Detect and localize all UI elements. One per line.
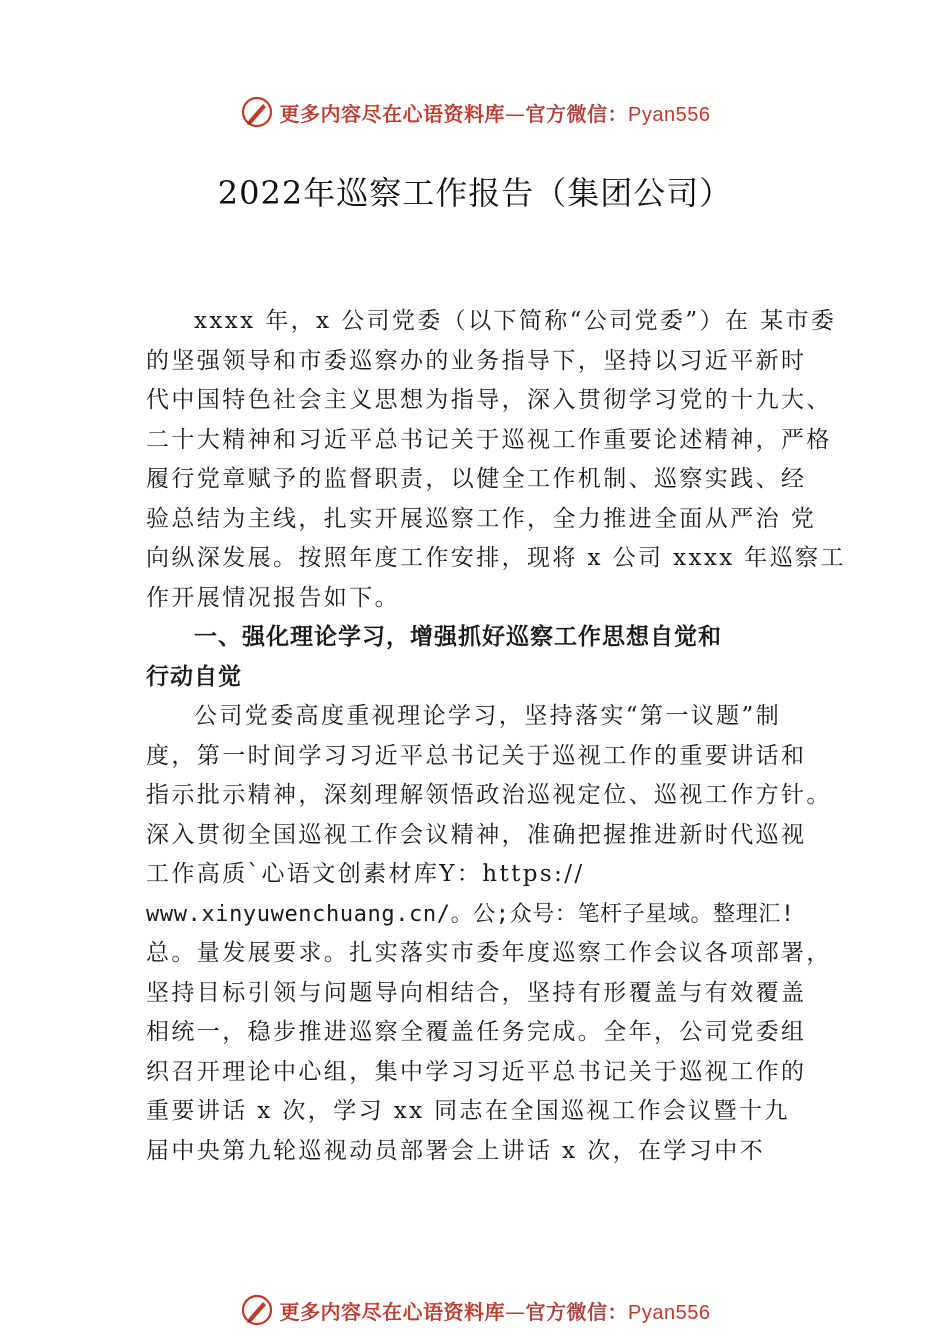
body-line: 深入贯彻全国巡视工作会议精神，准确把握推进新时代巡视 bbox=[146, 821, 807, 848]
body-line: 工作高质`心语文创素材库Y：https:// bbox=[146, 861, 585, 887]
body-line-url: www.xinyuwenchuang.cn/。公;众号：笔杆子星域。整理汇! bbox=[146, 901, 795, 927]
banner-dash: — bbox=[505, 101, 526, 126]
header-banner bbox=[0, 92, 950, 132]
body-line: 向纵深发展。按照年度工作安排，现将 x 公司 xxxx 年巡察工 bbox=[146, 545, 846, 571]
body-line: 验总结为主线，扎实开展巡察工作，全力推进全面从严治 党 bbox=[146, 505, 817, 532]
document-title: 2022年巡察工作报告（集团公司） bbox=[217, 174, 733, 212]
body-line: 相统一，稳步推进巡察全覆盖任务完成。全年，公司党委组 bbox=[146, 1019, 807, 1045]
body-line: 总。量发展要求。扎实落实市委年度巡察工作会议各项部署， bbox=[146, 940, 832, 966]
section-heading-cont: 行动自觉 bbox=[146, 663, 242, 690]
body-line: 重要讲话 x 次，学习 xx 同志在全国巡视工作会议暨十九 bbox=[146, 1098, 790, 1124]
body-line: 二十大精神和习近平总书记关于巡视工作重要论述精神，严格 bbox=[146, 426, 832, 453]
banner-wechat-id: Pyan556 bbox=[628, 1301, 711, 1324]
body-line: 织召开理论中心组，集中学习习近平总书记关于巡视工作的 bbox=[146, 1058, 807, 1085]
banner-wechat-id: Pyan556 bbox=[628, 103, 711, 126]
banner-wechat-label: 官方微信： bbox=[525, 101, 629, 126]
body-line: xxxx 年，x 公司党委（以下简称“公司党委”）在 某市委 bbox=[194, 308, 837, 334]
body-line: 作开展情况报告如下。 bbox=[146, 584, 400, 611]
body-line: 履行党章赋予的监督职责，以健全工作机制、巡察实践、经 bbox=[146, 466, 807, 492]
banner-text bbox=[280, 98, 711, 127]
banner-text bbox=[280, 1296, 711, 1325]
body-line: 度，第一时间学习习近平总书记关于巡视工作的重要讲话和 bbox=[146, 742, 807, 769]
footer-banner bbox=[0, 1290, 950, 1330]
banner-wechat-label: 官方微信： bbox=[525, 1299, 629, 1324]
body-line: 坚持目标引领与问题导向相结合，坚持有形覆盖与有效覆盖 bbox=[146, 979, 807, 1006]
pen-logo-icon bbox=[240, 95, 274, 129]
body-line: 代中国特色社会主义思想为指导，深入贯彻学习党的十九大、 bbox=[146, 387, 832, 413]
banner-dash: — bbox=[505, 1299, 526, 1324]
banner-main-text: 更多内容尽在心语资料库 bbox=[279, 101, 506, 126]
banner-main-text: 更多内容尽在心语资料库 bbox=[279, 1299, 506, 1324]
body-line: 公司党委高度重视理论学习，坚持落实“第一议题”制 bbox=[194, 703, 782, 729]
section-heading: 一、强化理论学习，增强抓好巡察工作思想自觉和 bbox=[194, 624, 722, 650]
body-line: 届中央第九轮巡视动员部署会上讲话 x 次，在学习中不 bbox=[146, 1137, 765, 1164]
document-body bbox=[146, 302, 846, 1171]
pen-logo-icon bbox=[240, 1293, 274, 1327]
body-line: 的坚强领导和市委巡察办的业务指导下，坚持以习近平新时 bbox=[146, 347, 807, 374]
body-line: 指示批示精神，深刻理解领悟政治巡视定位、巡视工作方针。 bbox=[146, 782, 832, 808]
